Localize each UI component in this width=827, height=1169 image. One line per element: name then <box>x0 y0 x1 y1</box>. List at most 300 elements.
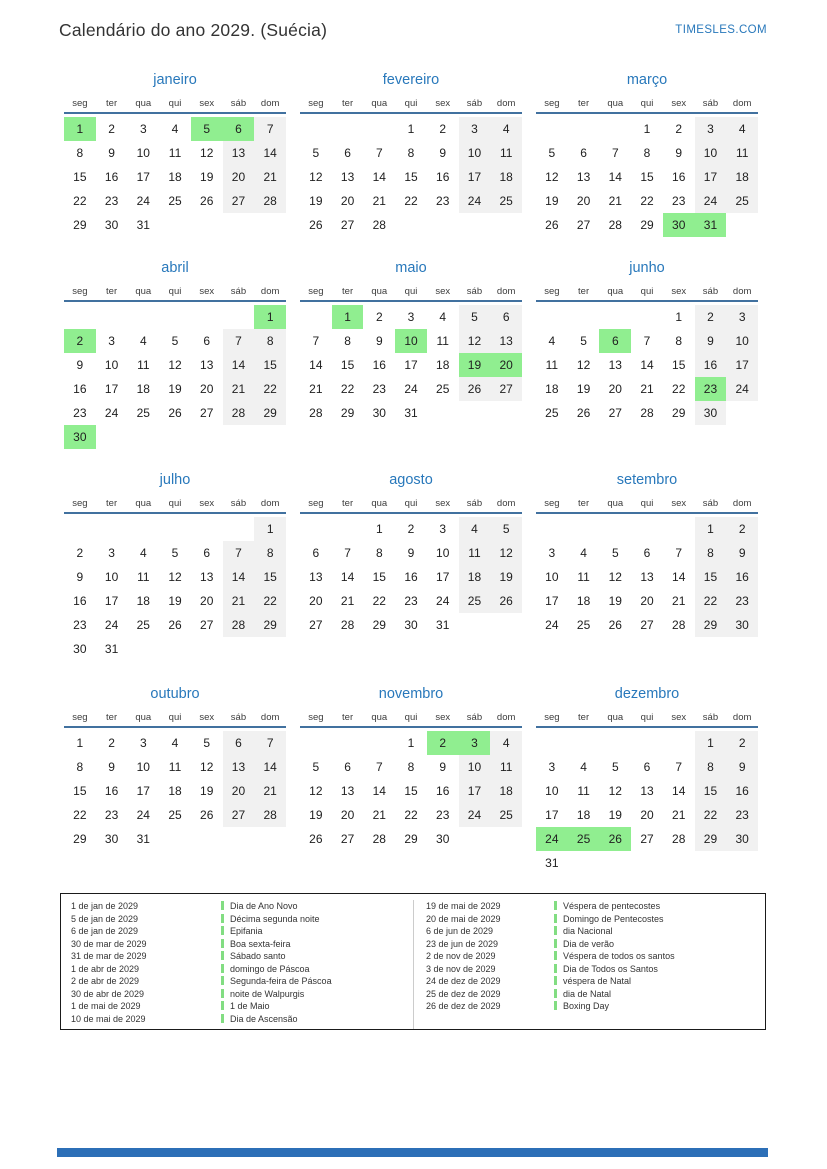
day-cell: 17 <box>136 784 150 798</box>
day-cell: 5 <box>548 146 556 160</box>
day-cell: 5 <box>459 305 491 329</box>
week-row <box>64 517 286 541</box>
day-cell: 17 <box>136 170 150 184</box>
week-row <box>64 165 286 189</box>
day-cell: 2 <box>108 122 115 136</box>
day-cell: 20 <box>200 594 214 608</box>
day-cell: 27 <box>640 618 654 632</box>
day-cell: 18 <box>545 382 559 396</box>
day-cell: 2 <box>439 122 447 136</box>
week-row <box>300 779 522 803</box>
day-cell: 17 <box>104 594 119 608</box>
day-cell: 15 <box>254 565 286 589</box>
day-cell <box>223 637 255 661</box>
weekday-label: seg <box>308 286 324 297</box>
day-cell: 27 <box>640 832 654 846</box>
day-cell: 23 <box>104 808 119 822</box>
day-cell: 23 <box>104 194 119 208</box>
weekday-label: seg <box>308 712 324 723</box>
day-cell: 11 <box>137 358 150 372</box>
week-row <box>64 827 286 851</box>
day-cell: 12 <box>168 570 182 584</box>
day-cell: 27 <box>200 406 214 420</box>
legend-row <box>71 988 413 1001</box>
day-cell: 19 <box>168 594 182 608</box>
site-link[interactable]: TIMESLES.COM <box>675 24 767 36</box>
day-cell: 20 <box>200 382 214 396</box>
day-cell <box>159 517 191 541</box>
weekday-header <box>64 94 286 114</box>
week-row <box>536 189 758 213</box>
day-cell: 7 <box>254 117 286 141</box>
legend-holiday-name: Domingo de Pentecostes <box>554 913 664 926</box>
day-cell: 8 <box>675 334 683 348</box>
day-cell <box>363 117 395 141</box>
day-cell: 6 <box>643 760 651 774</box>
day-cell: 10 <box>545 784 559 798</box>
day-cell: 8 <box>643 146 651 160</box>
day-cell <box>332 731 364 755</box>
day-cell: 20 <box>340 808 355 822</box>
weekday-label: ter <box>106 98 118 109</box>
day-cell <box>490 213 522 237</box>
day-cell <box>599 305 631 329</box>
day-cell: 18 <box>459 565 491 589</box>
weekday-label: seg <box>72 286 88 297</box>
legend-date: 26 de dez de 2029 <box>426 1001 501 1011</box>
day-cell <box>191 517 223 541</box>
day-cell: 28 <box>372 218 386 232</box>
day-cell: 31 <box>545 856 559 870</box>
month-title: julho <box>159 472 191 488</box>
weekday-label: sáb <box>702 286 719 297</box>
legend-row <box>71 938 413 951</box>
day-cell: 28 <box>640 406 654 420</box>
day-cell <box>191 827 223 851</box>
day-cell: 3 <box>459 731 491 755</box>
day-cell: 29 <box>404 832 418 846</box>
day-cell <box>490 613 522 637</box>
day-cell: 3 <box>695 117 727 141</box>
day-cell: 19 <box>608 594 622 608</box>
day-cell: 15 <box>672 358 686 372</box>
weekday-header <box>536 494 758 514</box>
holiday-marker-icon <box>554 964 557 973</box>
day-cell: 17 <box>404 358 418 372</box>
month-title: janeiro <box>153 72 197 88</box>
day-cell: 20 <box>340 194 355 208</box>
week-row <box>64 637 286 661</box>
weekday-label: qua <box>371 498 388 509</box>
day-cell: 22 <box>404 808 418 822</box>
weekday-label: seg <box>544 712 560 723</box>
legend-date: 10 de mai de 2029 <box>71 1013 146 1024</box>
weekday-header <box>64 708 286 728</box>
day-cell: 19 <box>168 382 182 396</box>
day-cell: 3 <box>108 334 115 348</box>
day-cell: 13 <box>340 784 355 798</box>
holiday-marker-icon <box>221 1001 224 1010</box>
day-cell: 28 <box>309 406 323 420</box>
legend-date: 23 de jun de 2029 <box>426 938 499 949</box>
week-row <box>536 141 758 165</box>
day-cell <box>127 305 159 329</box>
day-cell: 26 <box>200 808 214 822</box>
day-cell: 31 <box>404 406 418 420</box>
legend-row <box>71 963 413 976</box>
legend-holiday-name: Dia de Ascensão <box>221 1013 298 1026</box>
legend-row <box>71 1013 413 1026</box>
day-cell <box>300 517 332 541</box>
week-row <box>536 305 758 329</box>
holiday-marker-icon <box>554 989 557 998</box>
weekday-label: qui <box>640 712 654 723</box>
day-cell: 24 <box>404 382 418 396</box>
day-cell: 23 <box>372 382 386 396</box>
day-cell: 30 <box>104 832 119 846</box>
day-cell: 10 <box>136 146 150 160</box>
day-cell: 25 <box>168 194 182 208</box>
day-cell <box>300 731 332 755</box>
day-cell: 4 <box>726 117 758 141</box>
day-cell: 4 <box>580 546 587 560</box>
day-cell: 31 <box>136 218 150 232</box>
day-cell: 24 <box>136 194 150 208</box>
legend-holiday-name: Epifania <box>221 925 263 938</box>
legend-holiday-name: Dia de Todos os Santos <box>554 963 658 976</box>
weekday-label: sex <box>671 498 687 509</box>
weekday-label: qua <box>607 712 624 723</box>
day-cell: 12 <box>459 329 491 353</box>
day-cell: 15 <box>73 784 87 798</box>
day-cell: 3 <box>139 122 147 136</box>
day-cell <box>191 305 223 329</box>
weekday-label: ter <box>106 712 118 723</box>
legend-holiday-name: dia Nacional <box>554 925 613 938</box>
day-cell: 16 <box>404 570 418 584</box>
week-row <box>536 803 758 827</box>
week-row <box>536 117 758 141</box>
week-row <box>536 165 758 189</box>
day-cell: 21 <box>608 194 622 208</box>
day-cell: 4 <box>490 731 522 755</box>
day-cell: 9 <box>76 570 84 584</box>
holiday-marker-icon <box>221 951 224 960</box>
day-cell: 16 <box>73 382 87 396</box>
weekday-label: dom <box>496 286 516 297</box>
day-cell: 26 <box>309 218 323 232</box>
weekday-header <box>64 494 286 514</box>
day-cell: 14 <box>223 565 255 589</box>
day-cell <box>191 637 223 661</box>
day-cell: 19 <box>200 170 214 184</box>
legend-date: 3 de nov de 2029 <box>426 963 496 974</box>
weekday-label: ter <box>342 712 354 723</box>
day-cell <box>223 213 255 237</box>
day-cell: 7 <box>375 760 383 774</box>
day-cell <box>536 305 568 329</box>
day-cell <box>568 305 600 329</box>
day-cell: 24 <box>545 618 559 632</box>
day-cell <box>568 731 600 755</box>
day-cell <box>631 851 663 875</box>
day-cell: 7 <box>223 329 255 353</box>
day-cell: 27 <box>340 832 355 846</box>
day-cell: 15 <box>404 784 418 798</box>
day-cell: 16 <box>436 170 450 184</box>
day-cell: 25 <box>136 618 150 632</box>
day-cell <box>631 305 663 329</box>
month-abril <box>64 258 286 449</box>
day-cell: 26 <box>608 618 622 632</box>
day-cell: 29 <box>640 218 654 232</box>
weekday-label: qui <box>168 712 182 723</box>
weekday-label: qui <box>640 498 654 509</box>
weekday-label: sáb <box>466 286 483 297</box>
weekday-label: sáb <box>466 98 483 109</box>
footer-bar <box>57 1148 768 1157</box>
day-cell: 31 <box>695 213 727 237</box>
day-cell: 6 <box>223 731 255 755</box>
weekday-label: qui <box>404 286 418 297</box>
weekday-label: sex <box>671 98 687 109</box>
day-cell: 15 <box>640 170 654 184</box>
legend-date: 5 de jan de 2029 <box>71 913 139 924</box>
weekday-label: sáb <box>466 498 483 509</box>
day-cell: 9 <box>407 546 415 560</box>
day-cell: 15 <box>73 170 87 184</box>
weekday-label: qui <box>404 98 418 109</box>
month-outubro <box>64 684 286 851</box>
day-cell: 2 <box>407 522 415 536</box>
weekday-label: seg <box>544 498 560 509</box>
day-cell: 4 <box>439 310 447 324</box>
week-row <box>536 613 758 637</box>
month-novembro <box>300 684 522 851</box>
month-title: abril <box>161 260 189 276</box>
day-cell: 8 <box>344 334 351 348</box>
week-row <box>536 755 758 779</box>
day-cell: 13 <box>490 329 522 353</box>
day-cell <box>663 851 695 875</box>
day-cell: 18 <box>168 784 182 798</box>
day-cell <box>159 827 191 851</box>
week-row <box>300 117 522 141</box>
day-cell: 9 <box>726 755 758 779</box>
day-cell: 9 <box>675 146 683 160</box>
day-cell: 5 <box>490 517 522 541</box>
day-cell <box>427 401 459 425</box>
day-cell: 7 <box>375 146 383 160</box>
day-cell: 12 <box>608 784 622 798</box>
day-cell: 3 <box>407 310 415 324</box>
weekday-label: sáb <box>230 286 247 297</box>
day-cell <box>663 517 695 541</box>
day-cell <box>536 731 568 755</box>
day-cell <box>568 851 600 875</box>
weekday-header <box>536 94 758 114</box>
day-cell: 19 <box>545 194 559 208</box>
day-cell: 6 <box>643 546 651 560</box>
day-cell: 23 <box>73 406 87 420</box>
day-cell: 26 <box>200 194 214 208</box>
day-cell <box>159 425 191 449</box>
holiday-marker-icon <box>221 989 224 998</box>
day-cell: 15 <box>340 358 355 372</box>
day-cell: 22 <box>254 589 286 613</box>
day-cell <box>191 425 223 449</box>
day-cell: 6 <box>203 334 211 348</box>
day-cell: 19 <box>309 808 323 822</box>
day-cell <box>726 851 758 875</box>
day-cell: 11 <box>459 541 491 565</box>
week-row <box>300 755 522 779</box>
day-cell: 6 <box>344 760 351 774</box>
day-cell <box>223 827 255 851</box>
day-cell <box>96 305 128 329</box>
day-cell <box>695 851 727 875</box>
day-cell: 28 <box>254 189 286 213</box>
day-cell: 2 <box>76 546 84 560</box>
day-cell: 30 <box>436 832 450 846</box>
day-cell: 2 <box>375 310 383 324</box>
legend-row <box>426 1000 765 1013</box>
day-cell: 30 <box>372 406 386 420</box>
week-row <box>300 329 522 353</box>
day-cell: 10 <box>136 760 150 774</box>
week-row <box>300 613 522 637</box>
weekday-label: sáb <box>702 712 719 723</box>
day-cell: 13 <box>608 358 622 372</box>
day-cell: 17 <box>726 353 758 377</box>
legend-date: 1 de jan de 2029 <box>71 901 139 911</box>
day-cell: 30 <box>726 613 758 637</box>
day-cell: 15 <box>254 353 286 377</box>
day-cell: 29 <box>73 218 87 232</box>
day-cell: 6 <box>344 146 351 160</box>
day-cell: 16 <box>73 594 87 608</box>
day-cell <box>536 517 568 541</box>
month-agosto <box>300 470 522 637</box>
legend-date: 1 de mai de 2029 <box>71 1001 141 1011</box>
day-cell: 21 <box>372 808 386 822</box>
day-cell <box>96 517 128 541</box>
day-cell: 7 <box>254 731 286 755</box>
week-row <box>64 425 286 449</box>
day-cell: 17 <box>459 165 491 189</box>
month-title: agosto <box>389 472 433 488</box>
day-cell: 1 <box>254 517 286 541</box>
legend-row <box>71 1000 413 1013</box>
legend-date: 2 de nov de 2029 <box>426 951 496 961</box>
day-cell: 9 <box>726 541 758 565</box>
weekday-label: sex <box>435 98 451 109</box>
weekday-label: sáb <box>230 98 247 109</box>
day-cell: 10 <box>395 329 427 353</box>
weekday-label: qua <box>607 98 624 109</box>
legend-holiday-name: 1 de Maio <box>221 1000 270 1013</box>
day-cell <box>223 425 255 449</box>
week-row <box>64 213 286 237</box>
day-cell: 8 <box>76 146 84 160</box>
week-row <box>64 305 286 329</box>
legend-row <box>426 913 765 926</box>
day-cell: 18 <box>726 165 758 189</box>
week-row <box>300 731 522 755</box>
day-cell: 25 <box>490 189 522 213</box>
day-cell <box>127 637 159 661</box>
day-cell: 23 <box>73 618 87 632</box>
day-cell: 30 <box>73 642 87 656</box>
day-cell: 24 <box>459 189 491 213</box>
day-cell: 23 <box>404 594 418 608</box>
weekday-label: qua <box>135 98 152 109</box>
week-row <box>536 401 758 425</box>
day-cell: 18 <box>490 779 522 803</box>
day-cell: 23 <box>726 589 758 613</box>
day-cell: 24 <box>136 808 150 822</box>
legend-row <box>426 950 765 963</box>
day-cell: 1 <box>375 522 383 536</box>
day-cell: 21 <box>672 594 686 608</box>
day-cell <box>726 401 758 425</box>
weekday-label: seg <box>544 286 560 297</box>
day-cell <box>568 117 600 141</box>
holiday-marker-icon <box>554 901 557 910</box>
day-cell: 17 <box>436 570 450 584</box>
day-cell: 13 <box>309 570 323 584</box>
day-cell: 15 <box>695 565 727 589</box>
day-cell: 6 <box>223 117 255 141</box>
day-cell: 12 <box>168 358 182 372</box>
day-cell <box>459 401 491 425</box>
day-cell: 28 <box>223 613 255 637</box>
weekday-label: dom <box>260 498 280 509</box>
day-cell: 11 <box>168 760 182 774</box>
week-row <box>300 377 522 401</box>
week-row <box>536 329 758 353</box>
day-cell: 30 <box>404 618 418 632</box>
day-cell: 25 <box>490 803 522 827</box>
day-cell: 18 <box>168 170 182 184</box>
day-cell: 13 <box>640 570 654 584</box>
weekday-header <box>536 708 758 728</box>
day-cell: 2 <box>427 731 459 755</box>
month-title: dezembro <box>614 686 680 702</box>
week-row <box>536 541 758 565</box>
weekday-label: qui <box>168 98 182 109</box>
week-row <box>536 377 758 401</box>
day-cell: 17 <box>104 382 119 396</box>
weekday-label: qui <box>168 498 182 509</box>
legend-row <box>426 925 765 938</box>
week-row <box>64 731 286 755</box>
day-cell: 1 <box>407 122 415 136</box>
weekday-label: seg <box>72 712 88 723</box>
legend-holiday-name: Dia de Ano Novo <box>221 900 298 913</box>
day-cell: 24 <box>726 377 758 401</box>
day-cell: 1 <box>675 310 683 324</box>
month-title: outubro <box>150 686 200 702</box>
day-cell: 19 <box>309 194 323 208</box>
day-cell: 8 <box>375 546 383 560</box>
holiday-marker-icon <box>554 926 557 935</box>
day-cell: 28 <box>254 803 286 827</box>
day-cell: 14 <box>640 358 654 372</box>
day-cell <box>254 637 286 661</box>
day-cell: 27 <box>490 377 522 401</box>
day-cell <box>254 425 286 449</box>
